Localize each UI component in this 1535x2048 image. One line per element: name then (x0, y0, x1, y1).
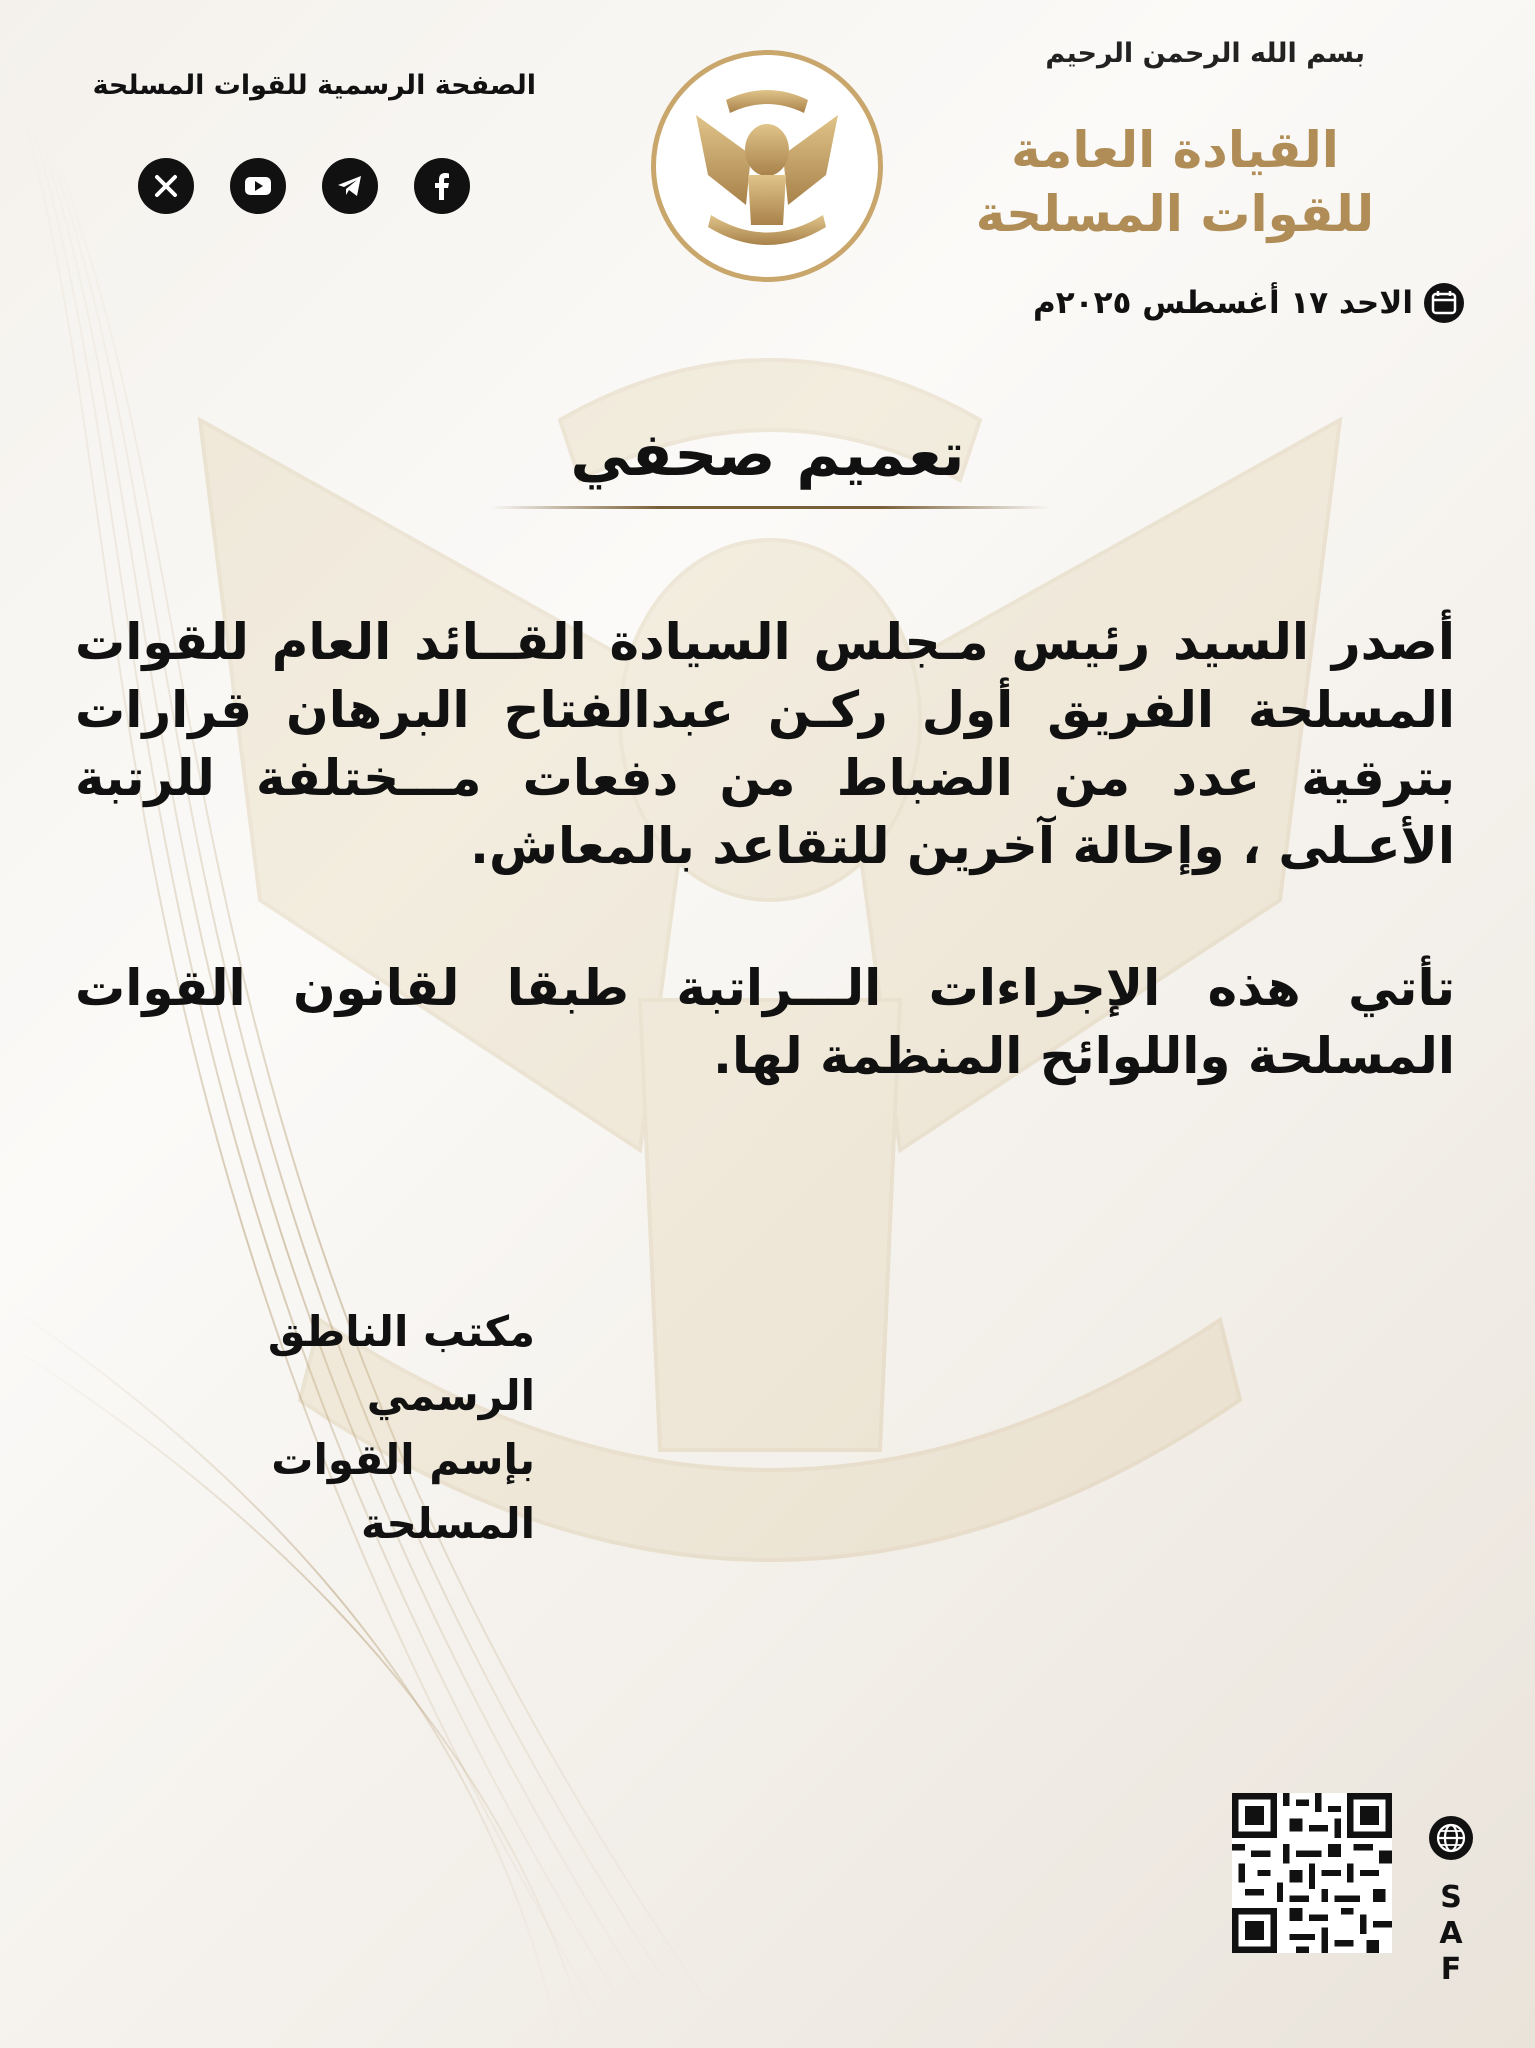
saf-wordmark (1428, 1880, 1474, 1988)
emblem-logo (651, 50, 883, 282)
title-divider (490, 506, 1050, 509)
command-title-line2: للقوات المسلحة (975, 185, 1375, 243)
basmala: بسم الله الرحمن الرحيم (1045, 38, 1365, 69)
date-text: الاحد ١٧ أغسطس ٢٠٢٥م (1033, 285, 1413, 321)
paragraph-1: أصدر السيد رئيس مـجلس السيادة القــائد العام للقوات المسلحة الفريق أول ركـن عبدالفتاح البرهان قرارات بترقية عدد من الضباط من دفعات مـــختلفة للرتبة الأعـلى ، وإحالة آخرين للتقاعد بالمعاش. (75, 613, 1455, 875)
saf-letter-a: A (1439, 1916, 1463, 1951)
calendar-icon (1423, 282, 1465, 324)
official-page-label: الصفحة الرسمية للقوات المسلحة (92, 70, 536, 101)
signature (95, 1300, 535, 1556)
globe-icon[interactable] (1428, 1815, 1474, 1861)
signature-line1: مكتب الناطق الرسمي (267, 1307, 535, 1420)
saf-letter-s: S (1440, 1880, 1462, 1915)
date-row (1033, 282, 1465, 324)
page-title: تعميم صحفي (570, 420, 965, 490)
command-title-line1: القيادة العامة (1011, 121, 1339, 179)
qr-code[interactable] (1232, 1793, 1392, 1953)
command-title (965, 118, 1385, 246)
saf-letter-f: F (1440, 1952, 1462, 1987)
signature-line2: بإسم القوات المسلحة (271, 1435, 535, 1548)
social-links (138, 158, 470, 214)
paragraph-2: تأتي هذه الإجراءات الـــراتبة طبقا لقانون القوات المسلحة واللوائح المنظمة لها. (75, 959, 1455, 1085)
facebook-icon[interactable] (414, 158, 470, 214)
x-icon[interactable] (138, 158, 194, 214)
telegram-icon[interactable] (322, 158, 378, 214)
youtube-icon[interactable] (230, 158, 286, 214)
eagle-emblem-icon (656, 55, 878, 277)
